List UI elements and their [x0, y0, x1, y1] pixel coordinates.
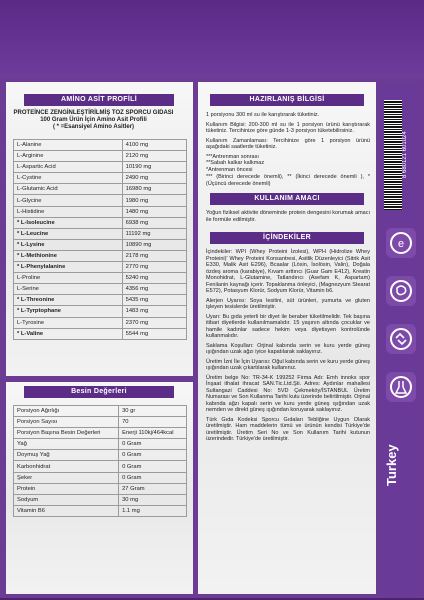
- table-row: [14, 505, 187, 516]
- row-value: 70: [119, 417, 187, 428]
- uyari-text: Uyarı: Bu gıda yeterli bir diyet ile beraber tüketilmelidir. Tek başına itibari diyetlerde kullanılmamalıdır. 15 yaşının altında çocuklar ve hamile kadınlar sadece hekim veya diyetisyen kontrolünde kullanmalıdır.: [206, 313, 370, 339]
- row-label: * L-Valine: [14, 328, 123, 339]
- row-label: * L-Isoleucine: [14, 217, 123, 228]
- recycle-icon: [386, 324, 416, 354]
- row-value: 0 Gram: [119, 450, 187, 461]
- table-row: [14, 461, 187, 472]
- row-value: 10190 mg: [122, 162, 186, 173]
- amac-text: Yoğun fiziksel aktivite döneminde protein dengesini korumak amacı ile formüle edilmiştir.: [206, 210, 370, 223]
- amino-header-line3: ( * =Esansiyel Amino Asitler): [52, 124, 135, 130]
- table-row: [14, 428, 187, 439]
- hazirlanis-p3: Kullanım Zamanlaması: Tercihinize göre 1 porsiyon ürünü aşağıdaki saatlerde tüketiniz.: [206, 137, 370, 150]
- hazirlanis-ribbon: HAZIRLANIŞ BİLGİSİ: [210, 94, 364, 106]
- amino-ribbon: AMİNO ASİT PROFİLİ: [24, 94, 174, 106]
- table-row: [14, 306, 187, 317]
- hazirlanis-p2: Kullanım Bilgisi: 200-300 ml su ile 1 porsiyon ürünü karıştırarak tüketiniz. Tercihinize göre günde 1-3 porsiyon tüketebilirsiniz.: [206, 121, 370, 134]
- row-label: * L-Phenylalanine: [14, 262, 123, 273]
- row-value: 0 Gram: [119, 439, 187, 450]
- row-label: * L-Lysine: [14, 239, 123, 250]
- row-label: Yağ: [14, 439, 119, 450]
- row-label: L-Proline: [14, 273, 123, 284]
- table-row: [14, 328, 187, 339]
- table-row: [14, 228, 187, 239]
- row-value: 0 Gram: [119, 472, 187, 483]
- row-label: L-Alanine: [14, 140, 123, 151]
- row-label: * L-Leucine: [14, 228, 123, 239]
- top-band: [0, 0, 424, 78]
- row-value: 1483 mg: [122, 306, 186, 317]
- icindekiler-content: İçindekiler: WPI (Whey Proteini İzolesi), WPH (Hidrolize Whey Proteini)' Whey Proteini Konsantresi, Asitlik Düzenleyici (Sitrik Asit E330, Malik Asit E296), Bcaalar (Lösin, İsolösin, Valin), Doğala özdeş aroma (karabiye), Kıvam arttırıcı (Guar Gam E412), Kreatin Monohidrat, L-Glutamine, Tatlandırıcı (Asefam K, Aspartam) Fenilanin kaynağı içerir. Topaklanma önleyici, (Magnezyum Stearat E572), Potasyum Klorür, Sodyum Klorür, Vitamin b6.: [206, 249, 370, 294]
- row-value: 5435 mg: [122, 295, 186, 306]
- row-value: 1480 mg: [122, 206, 186, 217]
- uretim-kod-text: Üretim belge No: TR-34-K 199252 Firma Adı: Emh innoks spor İnşaat ithalat ihracat SAN.Tic.Ltd.Şti. Adres: Aydınlar mahallesi Sultangazi Caddesi No: 5VD Çekmeköy/İSTANBUL Üretim Numarası ve Son Kullanma Tarihi kutu üzerinde belirtilmiştir. Orjinal kabında ağzı kapalı serin ve kuru yerde güneş ışığından uzak nemden ve direkt güneş ışığından koruyarak saklayınız.: [206, 374, 370, 413]
- recycle-e-icon: [386, 228, 416, 258]
- row-label: L-Serine: [14, 284, 123, 295]
- icindekiler-ribbon: İÇİNDEKİLER: [210, 232, 364, 244]
- table-row: [14, 450, 187, 461]
- table-row: [14, 217, 187, 228]
- row-value: 2370 mg: [122, 317, 186, 328]
- row-value: 30 gr: [119, 406, 187, 417]
- row-value: 30 mg: [119, 494, 187, 505]
- table-row: [14, 494, 187, 505]
- amino-header-line2: 100 Gram Ürün İçin Amino Asit Profili: [40, 117, 147, 123]
- hazirlanis-p7: *** (Birinci derecede önemli), ** (İkinci derecede önemli ), * (Üçüncü derecede önemli): [206, 174, 370, 187]
- row-label: Porsiyon Başına Besin Değerleri: [14, 428, 119, 439]
- hazirlanis-p5: **Sabah kalkar kalkmaz: [206, 160, 265, 166]
- uretim-izni-text: Üretim İzni İle İçin Uyarısı: Oğul kabında serin ve kuru yerde güneş ışığından uzak çıkartılarak kullanınız.: [206, 358, 370, 371]
- row-label: L-Glutamic Acid: [14, 184, 123, 195]
- row-value: 16980 mg: [122, 184, 186, 195]
- hazirlanis-text: [206, 112, 370, 190]
- row-label: * L-Tyrptophane: [14, 306, 123, 317]
- table-row: [14, 417, 187, 428]
- table-row: [14, 406, 187, 417]
- row-label: L-Arginine: [14, 151, 123, 162]
- table-row: [14, 239, 187, 250]
- table-row: [14, 140, 187, 151]
- barcode: [384, 100, 402, 210]
- row-value: 4356 mg: [122, 284, 186, 295]
- amino-table: [13, 139, 187, 340]
- row-value: 2120 mg: [122, 151, 186, 162]
- svg-text:e: e: [397, 238, 405, 250]
- alerjen-text: Alerjen Uyarısı: Soya lesitini, süt ürünleri, yumurta ve gluten işleyen tesislerde üretilmiştir.: [206, 297, 370, 310]
- row-label: Porsiyon Ağırlığı: [14, 406, 119, 417]
- hazirlanis-p6: *Antrenman öncesi: [206, 166, 253, 173]
- icindekiler-text: [206, 249, 370, 446]
- brain-icon: [386, 276, 416, 306]
- row-value: 2770 mg: [122, 262, 186, 273]
- row-value: 4100 mg: [122, 140, 186, 151]
- table-row: [14, 250, 187, 261]
- table-row: [14, 151, 187, 162]
- barcode-number: 8 680121 601024: [402, 131, 408, 179]
- saklama-text: Saklama Koşulları: Orjinal kabında serin ve kuru yerde güneş ışığından uzak ağzı iyice kapatılarak saklayınız.: [206, 342, 370, 355]
- table-row: [14, 206, 187, 217]
- row-value: 6938 mg: [122, 217, 186, 228]
- row-label: L-Histidine: [14, 206, 123, 217]
- table-row: [14, 483, 187, 494]
- turk-gida-text: Türk Gıda Kodeksi Sporcu Gıdaları Tebliğine Uygun Olarak üretilmiştir. Ham maddelerin tümü ve ürünün kendisi Türkiye'de üretilmiştir. Üretim Seri No ve Son Kullanım Tarihi kutunun üzerindedir. Türkiye'de üretilmiştir.: [206, 416, 370, 442]
- row-label: L-Glycine: [14, 195, 123, 206]
- row-value: Enerji 110kj/464kcal: [119, 428, 187, 439]
- lab-icon: [386, 372, 416, 402]
- row-value: 0 Gram: [119, 461, 187, 472]
- row-value: 5240 mg: [122, 273, 186, 284]
- table-row: [14, 173, 187, 184]
- row-label: * L-Threonine: [14, 295, 123, 306]
- table-row: [14, 273, 187, 284]
- row-value: 2178 mg: [122, 250, 186, 261]
- row-value: 1.1 mg: [119, 505, 187, 516]
- row-value: 2490 mg: [122, 173, 186, 184]
- row-label: * L-Methionine: [14, 250, 123, 261]
- hazirlanis-p4: ***Antrenman sonrası: [206, 153, 259, 160]
- row-label: L-Tyrosine: [14, 317, 123, 328]
- row-value: 27 Gram: [119, 483, 187, 494]
- row-value: 11192 mg: [122, 228, 186, 239]
- row-label: L-Cystine: [14, 173, 123, 184]
- row-label: Porsiyon Sayısı: [14, 417, 119, 428]
- besin-ribbon: Besin Değerleri: [24, 386, 174, 398]
- table-row: [14, 472, 187, 483]
- row-label: Karbonhidrat: [14, 461, 119, 472]
- row-label: L-Aspartic Acid: [14, 162, 123, 173]
- table-row: [14, 439, 187, 450]
- country-label: Turkey: [384, 444, 399, 486]
- row-label: Vitamin B6: [14, 505, 119, 516]
- besin-table: [13, 405, 187, 517]
- row-value: 10890 mg: [122, 239, 186, 250]
- table-row: [14, 262, 187, 273]
- row-value: 1980 mg: [122, 195, 186, 206]
- row-value: 5544 mg: [122, 328, 186, 339]
- table-row: [14, 195, 187, 206]
- table-row: [14, 317, 187, 328]
- table-row: [14, 284, 187, 295]
- table-row: [14, 184, 187, 195]
- hazirlanis-p1: 1 porsiyonu 300 ml su ile karıştırarak tüketiniz.: [206, 112, 320, 118]
- row-label: Şeker: [14, 472, 119, 483]
- table-row: [14, 295, 187, 306]
- row-label: Doymuş Yağ: [14, 450, 119, 461]
- amac-ribbon: KULLANIM AMACI: [210, 193, 364, 205]
- table-row: [14, 162, 187, 173]
- amino-header-line1: PROTEİNCE ZENGİNLEŞTİRİLMİŞ TOZ SPORCU GIDASI: [13, 110, 174, 116]
- row-label: Sodyum: [14, 494, 119, 505]
- row-label: Protein: [14, 483, 119, 494]
